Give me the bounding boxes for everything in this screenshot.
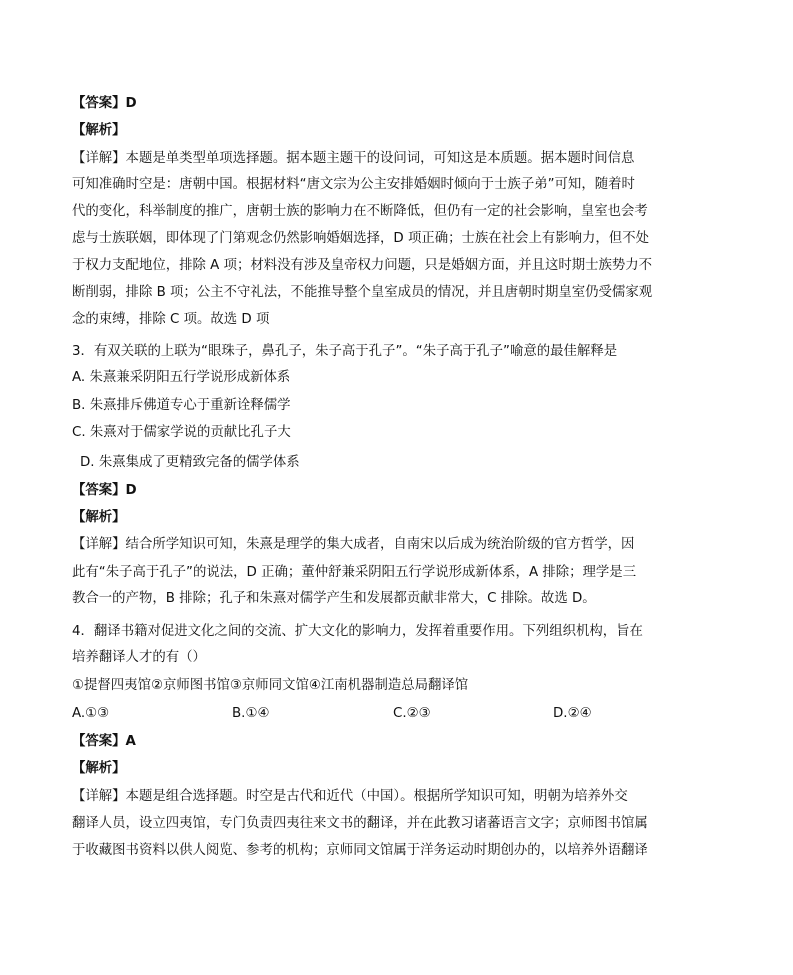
detail-text-q3: 教合一的产物，B 排除；孔子和朱熹对儒学产生和发展都贡献非常大，C 排除。故选 D。 bbox=[72, 591, 596, 606]
detail-text-q3: 此有“朱子高于孔子”的说法，D 正确；董仲舒兼采阴阳五行学说形成新体系，A 排除；理学是三 bbox=[72, 565, 637, 580]
analysis-label-q4: 【解析】 bbox=[72, 761, 126, 776]
detail-text-q3: 【详解】结合所学知识可知，朱熹是理学的集大成者，自南宋以后成为统治阶级的官方哲学，因 bbox=[72, 537, 635, 552]
question-4-stem: 4．翻译书籍对促进文化之间的交流、扩大文化的影响力，发挥着重要作用。下列组织机构，旨在 bbox=[72, 624, 643, 639]
detail-text-q4: 【详解】本题是组合选择题。时空是古代和近代（中国）。根据所学知识可知，明朝为培养外交 bbox=[72, 789, 628, 804]
detail-text-q4: 翻译人员，设立四夷馆，专门负责四夷往来文书的翻译，并在此教习诸蕃语言文字；京师图书馆属 bbox=[72, 816, 648, 831]
option-b-q3: B. 朱熹排斥佛道专心于重新诠释儒学 bbox=[72, 398, 291, 413]
option-a-q4: A.①③ bbox=[72, 706, 110, 721]
answer-label-q4: 【答案】A bbox=[72, 734, 136, 749]
detail-text-q2: 念的束缚，排除 C 项。故选 D 项 bbox=[72, 312, 270, 327]
detail-text-q2: 代的变化，科举制度的推广，唐朝士族的影响力在不断降低，但仍有一定的社会影响，皇室也会考 bbox=[72, 204, 648, 219]
detail-text-q2: 可知准确时空是：唐朝中国。根据材料“唐文宗为公主安排婚姻时倾向于士族子弟”可知，随着时 bbox=[72, 177, 635, 192]
question-4-stem: 培养翻译人才的有（） bbox=[72, 650, 206, 665]
option-d-q3: D. 朱熹集成了更精致完备的儒学体系 bbox=[80, 455, 300, 470]
answer-label-q3: 【答案】D bbox=[72, 483, 137, 498]
detail-text-q4: 于收藏图书资料以供人阅览、参考的机构；京师同文馆属于洋务运动时期创办的，以培养外语翻译 bbox=[72, 843, 648, 858]
option-b-q4: B.①④ bbox=[232, 706, 270, 721]
analysis-label-q2: 【解析】 bbox=[72, 123, 126, 138]
analysis-label-q3: 【解析】 bbox=[72, 510, 126, 525]
option-a-q3: A. 朱熹兼采阴阳五行学说形成新体系 bbox=[72, 370, 291, 385]
question-3-stem: 3．有双关联的上联为“眼珠子，鼻孔子，朱子高于孔子”。“朱子高于孔子”喻意的最佳解释是 bbox=[72, 344, 618, 359]
question-4-items: ①提督四夷馆②京师图书馆③京师同文馆④江南机器制造总局翻译馆 bbox=[72, 678, 469, 693]
answer-label-q2: 【答案】D bbox=[72, 96, 137, 111]
detail-text-q2: 于权力支配地位，排除 A 项；材料没有涉及皇帝权力问题，只是婚姻方面，并且这时期士族势力不 bbox=[72, 258, 653, 273]
option-c-q4: C.②③ bbox=[393, 706, 431, 721]
detail-text-q2: 【详解】本题是单类型单项选择题。据本题主题干的设问词，可知这是本质题。据本题时间信息 bbox=[72, 151, 635, 166]
option-c-q3: C. 朱熹对于儒家学说的贡献比孔子大 bbox=[72, 425, 291, 440]
detail-text-q2: 虑与士族联姻，即体现了门第观念仍然影响婚姻选择，D 项正确；士族在社会上有影响力，但不处 bbox=[72, 231, 649, 246]
detail-text-q2: 断削弱，排除 B 项；公主不守礼法，不能推导整个皇室成员的情况，并且唐朝时期皇室仍受儒家观 bbox=[72, 285, 653, 300]
option-d-q4: D.②④ bbox=[553, 706, 592, 721]
